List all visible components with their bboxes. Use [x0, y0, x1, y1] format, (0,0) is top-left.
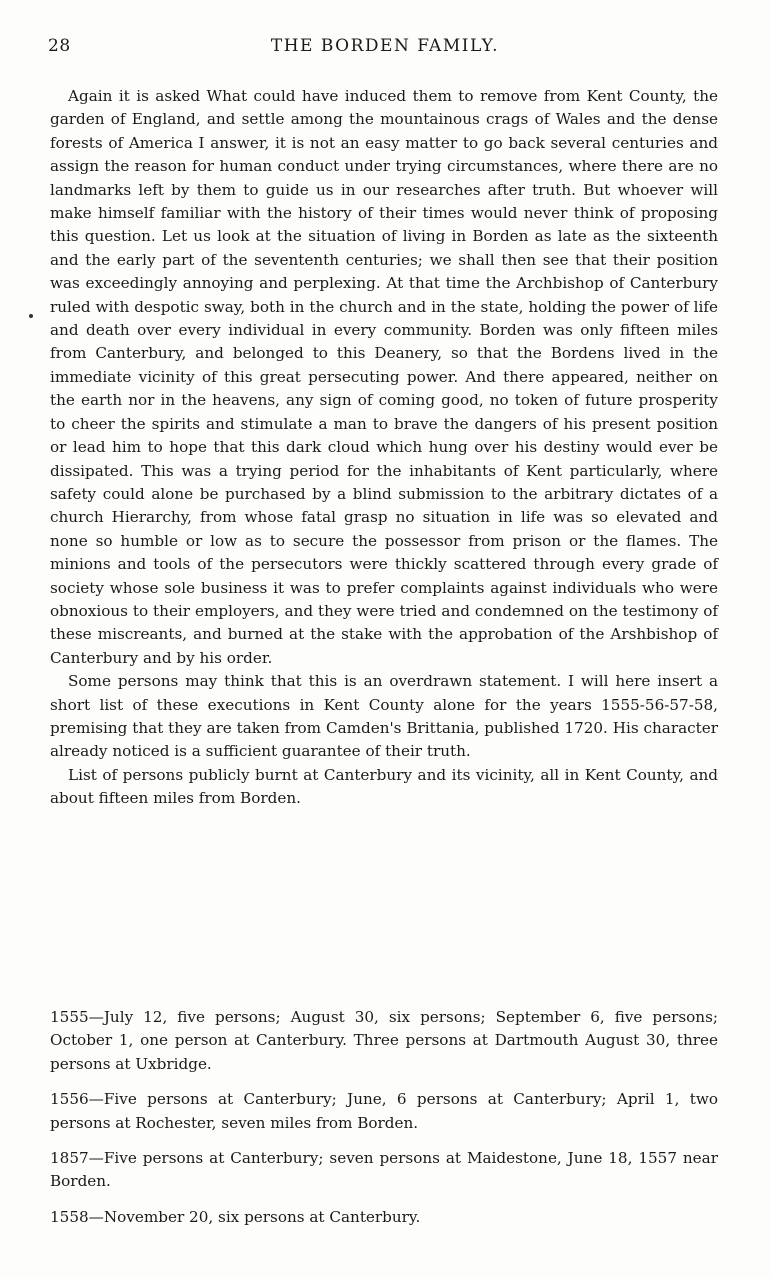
margin-mark — [29, 314, 33, 318]
page-header — [48, 36, 722, 64]
body-text — [50, 85, 718, 811]
running-title: THE BORDEN FAMILY. — [270, 36, 500, 56]
paragraph-why-remove: Again it is asked What could have induced them to remove from Kent County, the garden of England, and settle among the mountainous crags of Wales and the dense forests of America I answer, it is not an easy matter to go back several centuries and assign the reason for human conduct under trying circumstances, where there are no landmarks left by them to guide us in our researches after truth. But whoever will make himself familiar with the history of their times would never think of proposing this question. Let us look at the situation of living in Borden as late as the sixteenth and the early part of the sevententh centuries; we shall then see that their position was exceedingly annoying and perplexing. At that time the Archbishop of Canterbury ruled with despotic sway, both in the church and in the state, holding the power of life and death over every individual in every community. Borden was only fifteen miles from Canterbury, and belonged to this Deanery, so that the Bordens lived in the immediate vicinity of this great persecuting power. And there appeared, neither on the earth nor in the heavens, any sign of coming good, no token of future prosperity to cheer the spirits and stimulate a man to brave the dangers of his present position or lead him to hope that this dark cloud which hung over his destiny would ever be dissipated. This was a trying period for the inhabitants of Kent particularly, where safety could alone be purchased by a blind submission to the arbitrary dictates of a church Hierarchy, from whose fatal grasp no situation in life was so elevated and none so humble or low as to secure the possessor from prison or the flames. The minions and tools of the persecutors were thickly scattered through every grade of society whose sole business it was to prefer complaints against individuals who were obnoxious to their employers, and they were tried and condemned on the testimony of these miscreants, and burned at the stake with the approbation of the Arshbishop of Canterbury and by his order. — [50, 87, 718, 667]
page-number: 28 — [48, 36, 71, 56]
list-item: 1556—Five persons at Canterbury; June, 6 persons at Canterbury; April 1, two persons at Rochester, seven miles from Borden. — [50, 1090, 718, 1132]
list-item: 1555—July 12, five persons; August 30, six persons; September 6, five persons; October 1, one person at Canterbury. Three persons at Dartmouth August 30, three persons at Uxbridge. — [50, 1008, 718, 1073]
list-item: 1558—November 20, six persons at Canterbury. — [50, 1207, 421, 1226]
execution-list — [50, 1006, 718, 1241]
list-item: 1857—Five persons at Canterbury; seven persons at Maidestone, June 18, 1557 near Borden. — [50, 1149, 718, 1191]
paragraph-list-heading: List of persons publicly burnt at Canterbury and its vicinity, all in Kent County, and about fifteen miles from Borden. — [50, 765, 718, 808]
paragraph-executions-intro: Some persons may think that this is an overdrawn statement. I will here insert a short list of these executions in Kent County alone for the years 1555-56-57-58, premising that they are taken from Camden's Brittania, published 1720. His character already noticed is a sufficient guarantee of their truth. — [50, 672, 718, 761]
